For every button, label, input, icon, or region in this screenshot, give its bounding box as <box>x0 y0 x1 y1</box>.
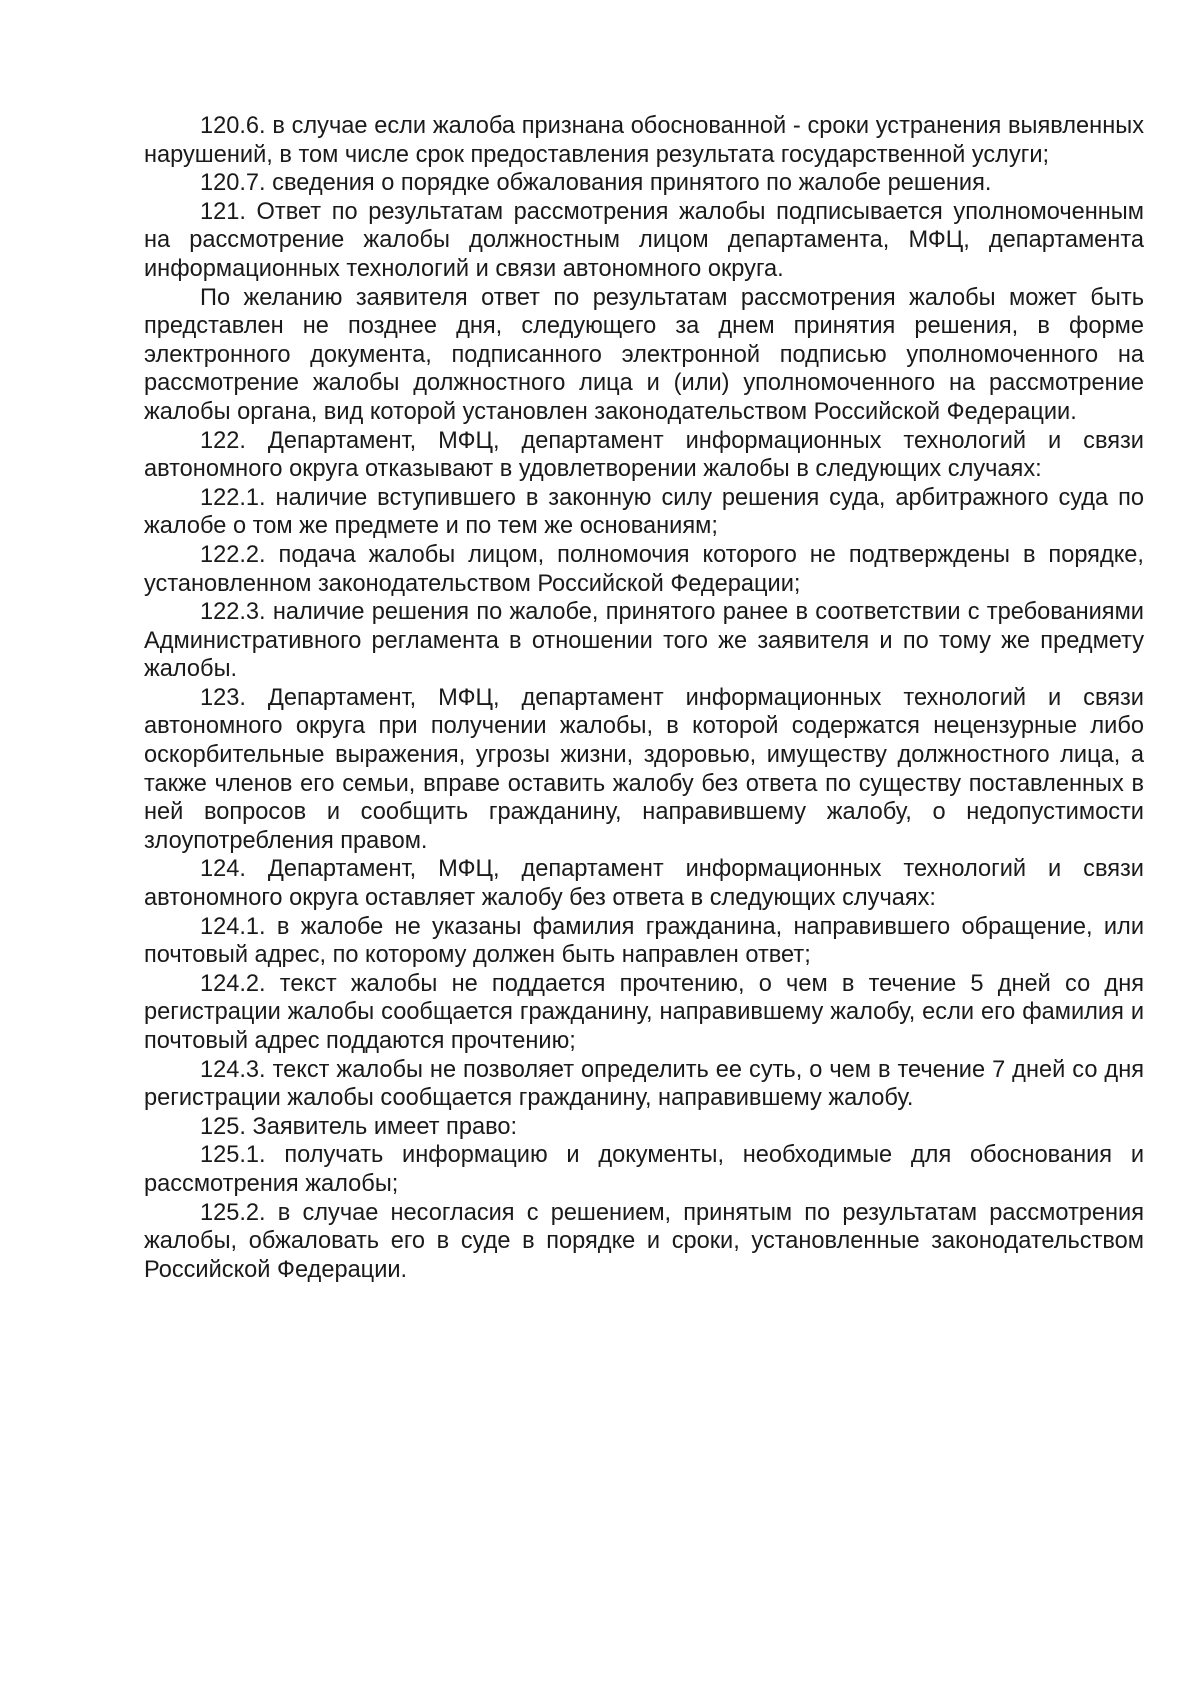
paragraph-120-7: 120.7. сведения о порядке обжалования принятого по жалобе решения. <box>200 170 992 197</box>
paragraph-121: 121. Ответ по результатам рассмотрения жалобы подписывается уполномоченным на рассмотрение жалобы должностным лицом департамента, МФЦ, департамента информационных технологий и связи автономного округа. <box>144 198 1144 282</box>
paragraph-123: 123. Департамент, МФЦ, департамент информационных технологий и связи автономного округа при получении жалобы, в которой содержатся нецензурные либо оскорбительные выражения, угрозы жизни, здоровью, имуществу должностного лица, а также членов его семьи, вправе оставить жалобу без ответа по существу поставленных в ней вопросов и сообщить гражданину, направившему жалобу, о недопустимости злоупотребления правом. <box>144 684 1144 854</box>
paragraph-125-1: 125.1. получать информацию и документы, необходимые для обоснования и рассмотрения жалобы; <box>144 1142 1144 1197</box>
paragraph-125-2: 125.2. в случае несогласия с решением, принятым по результатам рассмотрения жалобы, обжаловать его в суде в порядке и сроки, установленные законодательством Российской Федерации. <box>144 1199 1144 1283</box>
paragraph-125: 125. Заявитель имеет право: <box>200 1113 518 1140</box>
paragraph-124-2: 124.2. текст жалобы не поддается прочтению, о чем в течение 5 дней со дня регистрации жалобы сообщается гражданину, направившему жалобу, если его фамилия и почтовый адрес поддаются прочтению; <box>144 970 1144 1054</box>
paragraph-121-electronic-answer: По желанию заявителя ответ по результатам рассмотрения жалобы может быть представлен не позднее дня, следующего за днем принятия решения, в форме электронного документа, подписанного электронной подписью уполномоченного на рассмотрение жалобы должностного лица и (или) уполномоченного на рассмотрение жалобы органа, вид которой установлен законодательством Российской Федерации. <box>144 284 1144 425</box>
paragraph-124: 124. Департамент, МФЦ, департамент информационных технологий и связи автономного округа оставляет жалобу без ответа в следующих случаях: <box>144 856 1144 912</box>
document-page <box>144 112 1144 1284</box>
paragraph-124-1: 124.1. в жалобе не указаны фамилия гражданина, направившего обращение, или почтовый адрес, по которому должен быть направлен ответ; <box>144 913 1144 969</box>
paragraph-122: 122. Департамент, МФЦ, департамент информационных технологий и связи автономного округа отказывают в удовлетворении жалобы в следующих случаях: <box>144 427 1144 483</box>
paragraph-122-2: 122.2. подача жалобы лицом, полномочия которого не подтверждены в порядке, установленном законодательством Российской Федерации; <box>144 541 1144 597</box>
paragraph-122-3: 122.3. наличие решения по жалобе, принятого ранее в соответствии с требованиями Административного регламента в отношении того же заявителя и по тому же предмету жалобы. <box>144 599 1144 683</box>
paragraph-124-3: 124.3. текст жалобы не позволяет определить ее суть, о чем в течение 7 дней со дня регистрации жалобы сообщается гражданину, направившему жалобу. <box>144 1056 1144 1112</box>
paragraph-122-1: 122.1. наличие вступившего в законную силу решения суда, арбитражного суда по жалобе о том же предмете и по тем же основаниям; <box>144 484 1144 540</box>
paragraph-120-6: 120.6. в случае если жалоба признана обоснованной - сроки устранения выявленных нарушений, в том числе срок предоставления результата государственной услуги; <box>144 113 1144 168</box>
